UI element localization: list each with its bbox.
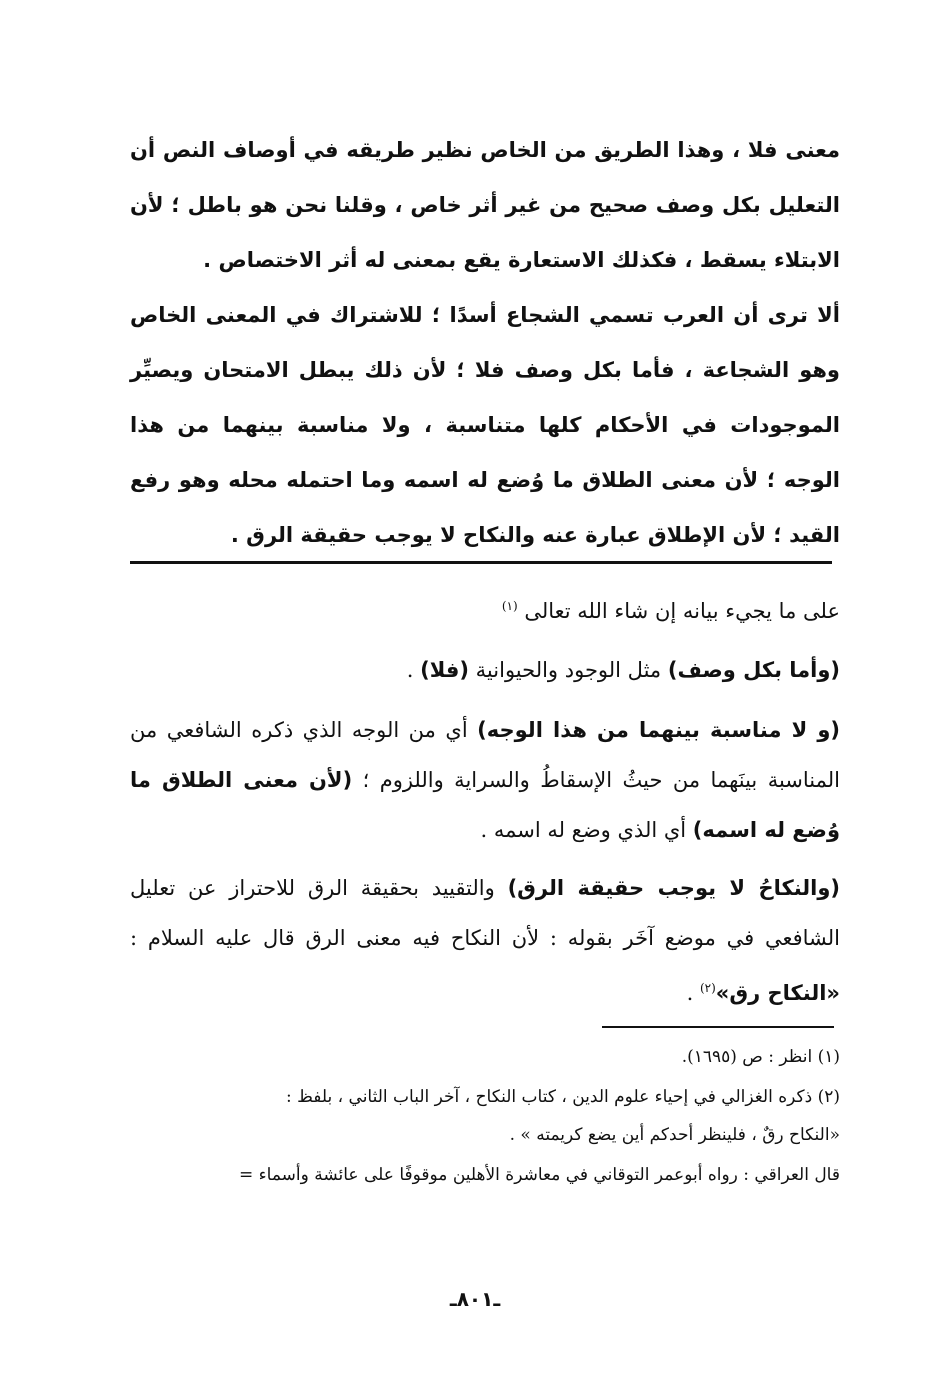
separator-rule: [130, 561, 832, 564]
commentary-text: على ما يجيء بيانه إن شاء الله تعالى: [524, 599, 840, 623]
main-paragraph-2: ألا ترى أن العرب تسمي الشجاع أسدًا ؛ للاشتراك في المعنى الخاص وهو الشجاعة ، فأما بكل وصف فلا ؛ لأن ذلك يبطل الامتحان ويصيِّر الموجودات في الأحكام كلها متناسبة ، ولا مناسبة بينهما من هذا الوجه ؛ لأن معنى الطلاق ما وُضع له اسمه وما احتمله محله وهو رفع القيد ؛ لأن الإطلاق عبارة عنه والنكاح لا يوجب حقيقة الرق .: [130, 303, 840, 547]
footnote-rule: [602, 1026, 834, 1028]
commentary-paragraph-2: [130, 645, 840, 695]
commentary-paragraph-1: [130, 581, 840, 636]
quoted-matn: (وأما بكل وصف): [667, 658, 840, 682]
commentary-text: .: [686, 981, 700, 1005]
commentary-text: مثل الوجود والحيوانية: [469, 658, 668, 682]
quoted-matn: (والنكاحُ لا يوجب حقيقة الرق): [507, 876, 841, 900]
commentary-text: أي الذي وضع له اسمه .: [480, 818, 693, 842]
main-paragraph-1: معنى فلا ، وهذا الطريق من الخاص نظير طريقه في أوصاف النص أن التعليل بكل وصف صحيح من غير أثر خاص ، وقلنا نحن هو باطل ؛ لأن الابتلاء يسقط ، فكذلك الاستعارة يقع بمعنى له أثر الاختصاص .: [130, 138, 840, 272]
commentary-text: .: [406, 658, 421, 682]
footnote-ref-2: (٢): [699, 981, 716, 995]
quoted-matn: (فلا): [420, 658, 469, 682]
footnote-2-line-3: قال العراقي : رواه أبوعمر التوقاني في معاشرة الأهلين موقوفًا على عائشة وأسماء =: [239, 1165, 840, 1185]
page-number: ـ٨٠١ـ: [449, 1287, 501, 1311]
commentary-paragraph-3: [130, 705, 840, 855]
commentary-text: أي من الوجه الذي ذكره الشافعي من المناسبة بينَهما من حيثُ الإسقاطُ والسراية واللزوم ؛: [130, 718, 840, 792]
quoted-matn: (و لا مناسبة بينهما من هذا الوجه): [477, 718, 840, 742]
footnote-2-line-2: «النكاح رقٌ ، فلينظر أحدكم أين يضع كريمته » .: [509, 1125, 840, 1145]
footnote-2-line-1: (٢) ذكره الغزالي في إحياء علوم الدين ، كتاب النكاح ، آخر الباب الثاني ، بلفظ :: [286, 1087, 840, 1107]
footnote-1: (١) انظر : ص (١٦٩٥).: [681, 1047, 840, 1067]
footnote-ref-1: (١): [501, 599, 518, 613]
quoted-matn: (لأن معنى الطلاق ما وُضع له اسمه): [130, 768, 840, 842]
commentary-paragraph-4: [130, 863, 840, 1018]
quoted-hadith: «النكاح رق»: [715, 981, 840, 1005]
commentary-text: والتقييد بحقيقة الرق للاحتراز عن تعليل الشافعي في موضع آخَر بقوله : لأن النكاح فيه معنى الرق قال عليه السلام :: [130, 876, 840, 950]
